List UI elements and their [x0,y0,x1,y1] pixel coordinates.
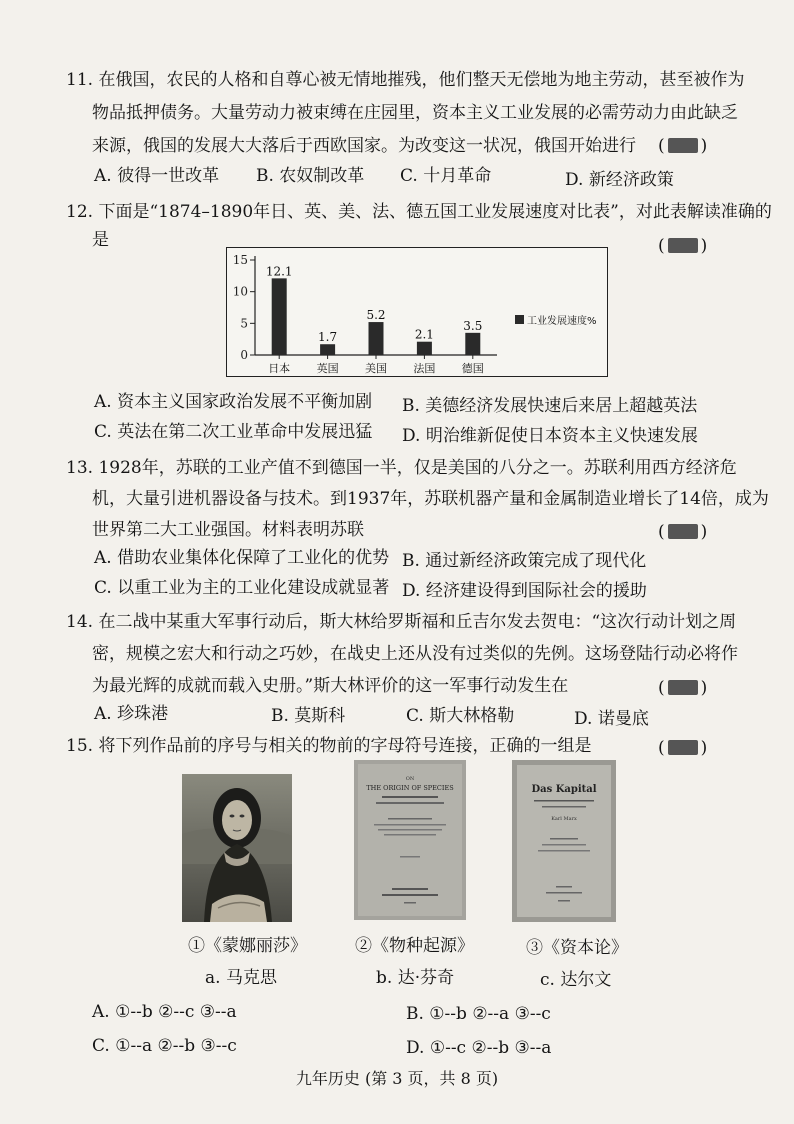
q12-option-d: D. 明治维新促使日本资本主义快速发展 [402,426,698,446]
y-tick-label: 15 [232,253,248,267]
bar-value-label: 2.1 [414,327,434,342]
person-c: c. 达尔文 [540,970,612,990]
q15-option-a: A. ①--b ②--c ③--a [92,1002,237,1022]
q12-line2: 是 [92,230,109,250]
y-tick-label: 0 [240,348,248,362]
x-tick-label: 美国 [365,362,387,375]
q15-option-b: B. ①--b ②--a ③--c [406,1004,551,1024]
bar-chart [226,247,608,377]
q14-option-c: C. 斯大林格勒 [406,706,515,726]
q11-option-c: C. 十月革命 [400,166,492,186]
q13-option-d: D. 经济建设得到国际社会的援助 [402,581,647,601]
q13-answer-blank: ( ) [658,522,708,542]
q12-option-a: A. 资本主义国家政治发展不平衡加剧 [94,392,373,412]
bar-value-label: 5.2 [366,308,386,323]
legend-swatch [515,315,524,324]
person-a: a. 马克思 [205,968,277,988]
x-tick-label: 法国 [413,362,436,375]
x-tick-label: 德国 [461,362,484,375]
q14-line3: 为最光辉的成就而载入史册。”斯大林评价的这一军事行动发生在 [92,676,569,696]
svg-text:ON: ON [405,776,415,782]
q12-line1: 12. 下面是“1874–1890年日、英、美、法、德五国工业发展速度对比表”，对此表解读准确的 [66,202,772,222]
q12-option-b: B. 美德经济发展快速后来居上超越英法 [402,396,698,416]
mona-lisa-image [182,774,292,922]
q14-line1: 14. 在二战中某重大军事行动后，斯大林给罗斯福和丘吉尔发去贺电：“这次行动计划之周 [66,612,737,632]
legend-label: 工业发展速度% [527,316,597,327]
q15-option-d: D. ①--c ②--b ③--a [406,1038,552,1058]
q14-line2: 密，规模之宏大和行动之巧妙，在战史上还从没有过类似的先例。这场登陆行动必将作 [92,644,738,664]
q13-line2: 机，大量引进机器设备与技术。到1937年，苏联机器产量和金属制造业增长了14倍，成为 [92,489,769,509]
y-tick-label: 5 [240,316,248,331]
bar-value-label: 3.5 [463,318,483,333]
q11-option-b: B. 农奴制改革 [256,166,365,186]
q14-option-d: D. 诺曼底 [574,709,649,729]
work-caption-3: ③《资本论》 [526,938,628,958]
bar [320,344,335,355]
origin-title-text: THE ORIGIN OF SPECIES [366,784,454,792]
q11-line3: 来源，俄国的发展大大落后于西欧国家。为改变这一状况，俄国开始进行 [92,136,636,156]
q11-line2: 物品抵押债务。大量劳动力被束缚在庄园里，资本主义工业发展的必需劳动力由此缺乏 [92,103,738,123]
q15-line1: 15. 将下列作品前的序号与相关的物前的字母符号连接，正确的一组是 [66,736,592,756]
kapital-title-text: Das Kapital [531,784,597,795]
q14-option-a: A. 珍珠港 [94,704,169,724]
q15-answer-blank: ( ) [658,738,708,758]
x-tick-label: 英国 [316,362,339,375]
person-b: b. 达·芬奇 [376,968,455,988]
q13-option-a: A. 借助农业集体化保障了工业化的优势 [94,548,390,568]
bar [417,342,432,355]
q14-option-b: B. 莫斯科 [271,706,346,726]
bar [465,333,480,355]
q11-answer-blank: ( ) [658,136,708,156]
x-tick-label: 日本 [268,362,291,375]
origin-of-species-book-image [354,760,466,920]
q12-answer-blank: ( ) [658,236,708,256]
kapital-author-text: Karl Marx [551,816,577,822]
q12-option-c: C. 英法在第二次工业革命中发展迅猛 [94,422,373,442]
work-caption-1: ①《蒙娜丽莎》 [188,936,307,956]
page-footer: 九年历史 (第 3 页，共 8 页) [295,1069,499,1088]
bar [369,322,384,355]
q13-line1: 13. 1928年，苏联的工业产值不到德国一半，仅是美国的八分之一。苏联利用西方经济危 [66,458,737,478]
q14-answer-blank: ( ) [658,678,708,698]
q13-line3: 世界第二大工业强国。材料表明苏联 [92,520,364,540]
bar-chart-svg [227,248,607,376]
q11-line1: 11. 在俄国，农民的人格和自尊心被无情地摧残，他们整天无偿地为地主劳动，甚至被作为 [66,70,745,90]
das-kapital-book-image [512,760,616,922]
bar [272,278,287,355]
q11-option-d: D. 新经济政策 [565,170,674,190]
bar-value-label: 1.7 [318,330,338,345]
q13-option-b: B. 通过新经济政策完成了现代化 [402,551,647,571]
q15-option-c: C. ①--a ②--b ③--c [92,1036,237,1056]
y-tick-label: 10 [232,284,248,299]
bar-value-label: 12.1 [265,264,293,279]
q13-option-c: C. 以重工业为主的工业化建设成就显著 [94,578,390,598]
work-caption-2: ②《物种起源》 [355,936,474,956]
q11-option-a: A. 彼得一世改革 [94,166,220,186]
